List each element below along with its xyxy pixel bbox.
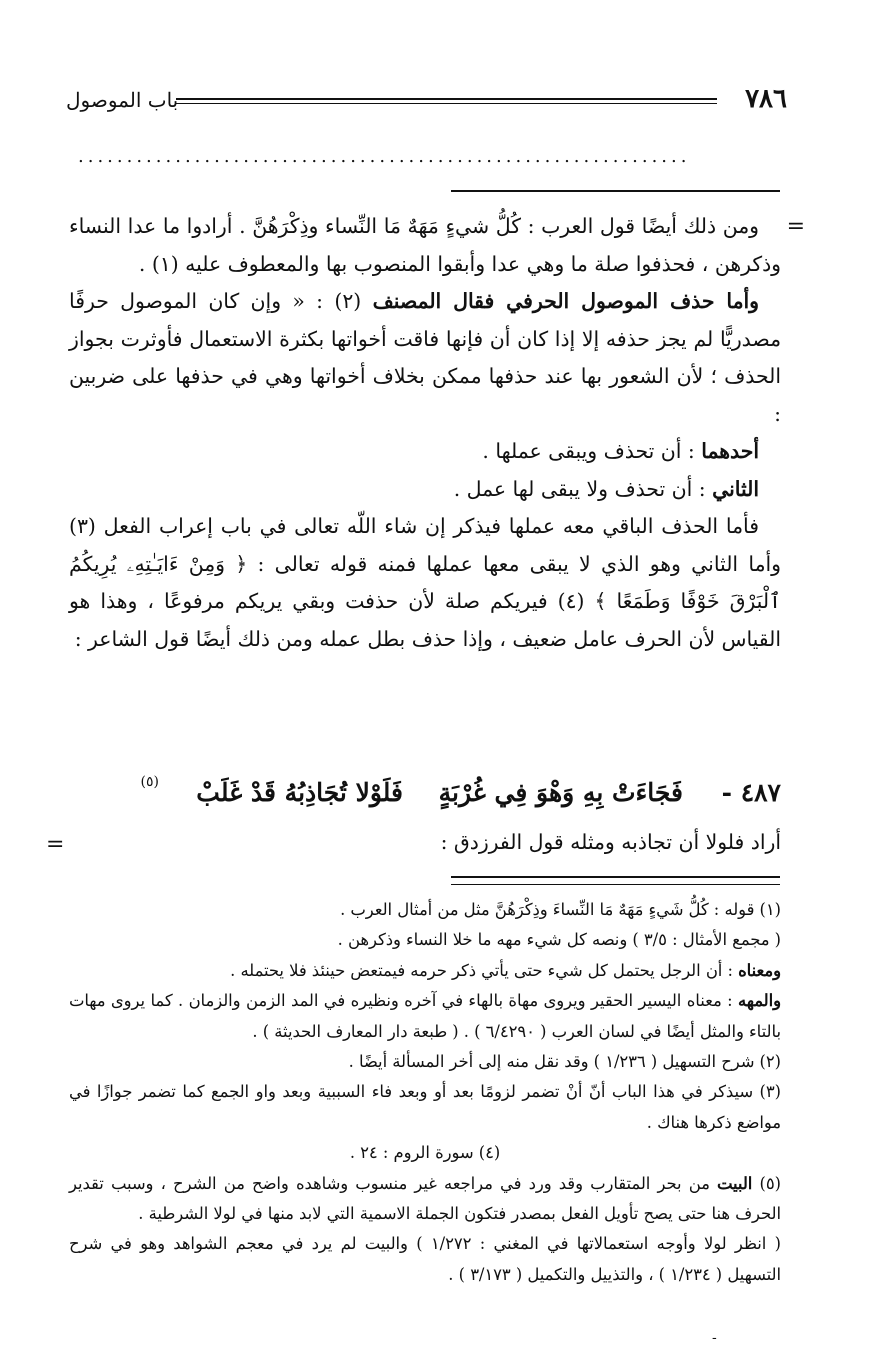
footnote-2: (٢) شرح التسهيل ( ١/٢٣٦ ) وقد نقل منه إلى أخر المسألة أيضًا . [348,1052,781,1072]
paragraph-3-text: : أن تحذف ويبقى عملها . [482,439,702,463]
footnote-1-meaning-text: : أن الرجل يحتمل كل شيء حتى يأتي ذكر حرمه فيمتعض حينئذ فلا يحتمله . [230,960,739,980]
paragraph-2 [69,283,781,433]
paragraph-4-text: : أن تحذف ولا يبقى لها عمل . [453,476,713,501]
paragraph-1: ومن ذلك أيضًا قول العرب : كُلُّ شيءٍ مَهَهٌ مَا النِّساء وذِكْرَهُنَّ . أرادوا ما عدا النساء وذكرهن ، فحذفوا صلة ما وهي عدا وأبقوا المنصوب بها والمعطوف عليه (١) . [69,214,781,276]
verse-second-hemistich: فَلَوْلا تُجَاذِبُهُ قَدْ غَلَبْ [196,778,403,807]
chapter-title: باب الموصول [66,88,179,112]
footnote-5-references: ( انظر لولا وأوجه استعمالاتها في المغني : ١/٢٧٢ ) والبيت لم يرد في معجم الشواهد وهو في شرح التسهيل ( ١/٢٣٤ ) ، والتذييل والتكميل ( ٣/١٧٣ ) . [69,1234,781,1284]
paragraph-4 [69,471,781,509]
margin-mark-right: = [786,214,805,239]
footnote-1-mahah [69,986,781,1047]
poetry-verse [69,774,781,820]
footnote-1: (١) قوله : كُلُّ شَيءٍ مَهَهٌ مَا النِّساءَ وذِكْرَهُنَّ مثل من أمثال العرب . [340,900,781,919]
paragraph-3 [69,433,781,471]
footnote-1-meaning [69,956,781,986]
top-separator [451,190,780,192]
paragraph-2-heading: وأما حذف الموصول الحرفي فقال المصنف [372,289,760,313]
footnote-separator-thin [451,884,780,885]
after-verse-text: أراد فلولا أن تجاذبه ومثله قول الفرزدق : [440,830,781,854]
paragraph-3-heading: أحدهما [701,439,759,463]
footnote-5 [69,1169,781,1230]
paragraph-2-text: (٢) : « وإن كان الموصول حرفًا مصدريًّا لم يجز حذفه إلا إذا كان أن فإنها فاقت أخواتها بكثرة الاستعمال فأوثرت بجواز الحذف ؛ لأن الشعور بها عند حذفها ممكن بخلاف أخواتها وهي في حذفها على ضربين : [69,289,781,426]
footnote-4: (٤) سورة الروم : ٢٤ . [349,1143,501,1163]
paragraph-5: فأما الحذف الباقي معه عملها فيذكر إن شاء اللّه تعالى في باب إعراب الفعل (٣) وأما الثاني وهو الذي لا يبقى معها عملها فمنه قوله تعالى : ﴿ وَمِنْ ءَايَـٰتِهِۦ يُرِيكُمُ ٱلْبَرْقَ خَوْفًا وَطَمَعًا ﴾ (٤) فيريكم صلة لأن حذفت وبقي يريكم مرفوعًا ، وهذا هو القياس لأن الحرف عامل ضعيف ، وإذا حذف بطل عمله ومن ذلك أيضًا قول الشاعر : [69,514,781,651]
page-number: ٧٨٦ [745,84,787,114]
margin-mark-left: = [46,832,65,857]
verse-first-hemistich: فَجَاءَتْ بِهِ وَهْوَ فِي غُرْبَةٍ [438,778,683,807]
footnote-3: (٣) سيذكر في هذا الباب أنّ أنْ تضمر لزومًا بعد أو وبعد فاء السببية وبعد واو الجمع كما تضمر جوازًا في مواضع ذكرها هناك . [69,1082,781,1132]
main-text [69,208,781,658]
footnote-1-source: ( مجمع الأمثال : ٣/٥ ) ونصه كل شيء مهه ما خلا النساء وذكرهن . [337,930,781,950]
footnote-1-mahah-heading: والمهه [738,991,781,1011]
dotted-line: ............................................................... [78,146,691,167]
header-rule [176,98,717,104]
paragraph-4-heading: الثاني [712,476,759,501]
verse-footnote-ref: (٥) [140,774,159,790]
footnote-5-text: من بحر المتقارب وقد ورد في مراجعه غير منسوب وشاهده واضح من الشرح ، وسبب تقدير الحرف هنا حتى يصح تأويل الفعل بمصدر فتكون الجملة الاسمية التي لابد منها في لولا الشرطية . [69,1173,781,1224]
footnote-separator [451,876,780,878]
footnote-1-meaning-heading: ومعناه [738,960,781,980]
footnote-5-heading: البيت [717,1173,753,1193]
page-mark: - [712,1330,717,1346]
footnote-5-number: (٥) [752,1173,781,1193]
footnote-1-mahah-text: : معناه اليسير الحقير ويروى مهاة بالهاء في آخره ونظيره في المد الزمن والزمان . كما يروى مهات بالتاء والمثل أيضًا في لسان العرب ( ٦/٤٢٩٠ ) . ( طبعة دار المعارف الحديثة ) . [69,991,781,1041]
page-header [66,84,787,114]
footnotes [69,895,781,1290]
verse-number: ٤٨٧ - [721,778,781,807]
